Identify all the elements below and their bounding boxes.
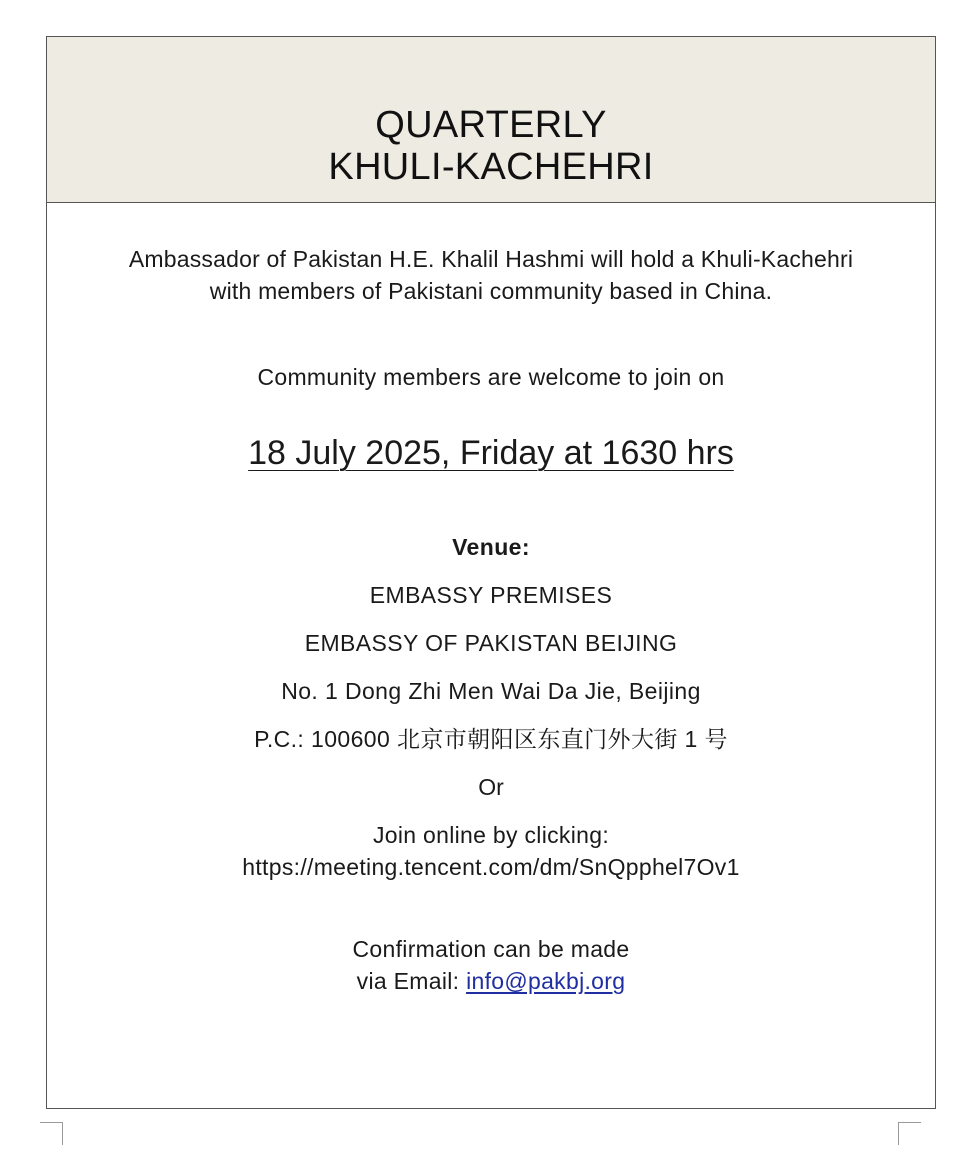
online-join-label: Join online by clicking: <box>372 822 610 848</box>
venue-line-premises: EMBASSY PREMISES <box>369 582 613 608</box>
confirmation-line-1: Confirmation can be made <box>352 936 630 962</box>
header-title-line-2: KHULI-KACHEHRI <box>328 146 654 188</box>
intro-line-2: with members of Pakistani community based in China. <box>209 278 773 304</box>
online-meeting-link[interactable]: https://meeting.tencent.com/dm/SnQpphel7Ov1 <box>242 854 740 880</box>
confirmation-text <box>47 933 935 997</box>
venue-line-postcode: P.C.: 100600 北京市朝阳区东直门外大街 1 号 <box>254 726 728 752</box>
notice-header <box>47 37 935 203</box>
venue-line-address: No. 1 Dong Zhi Men Wai Da Jie, Beijing <box>281 678 701 704</box>
confirmation-line-2 <box>47 965 935 997</box>
event-date-time-text: 18 July 2025, Friday at 1630 hrs <box>248 434 734 472</box>
venue-label: Venue: <box>452 534 530 560</box>
venue-line-embassy: EMBASSY OF PAKISTAN BEIJING <box>304 630 678 656</box>
notice-body <box>47 243 935 997</box>
crop-mark-bottom-right <box>898 1122 921 1145</box>
event-date-time <box>47 433 935 473</box>
confirmation-email-prefix: via Email: <box>356 968 467 994</box>
welcome-text: Community members are welcome to join on <box>257 364 725 390</box>
notice-table <box>46 36 936 1109</box>
intro-line-1: Ambassador of Pakistan H.E. Khalil Hashmi will hold a Khuli-Kachehri <box>128 246 854 272</box>
online-join <box>47 819 935 883</box>
crop-mark-bottom-left <box>40 1122 63 1145</box>
header-title-line-1: QUARTERLY <box>375 104 607 146</box>
or-text: Or <box>478 774 504 800</box>
intro-paragraph <box>47 243 935 307</box>
email-link[interactable]: info@pakbj.org <box>466 968 626 994</box>
